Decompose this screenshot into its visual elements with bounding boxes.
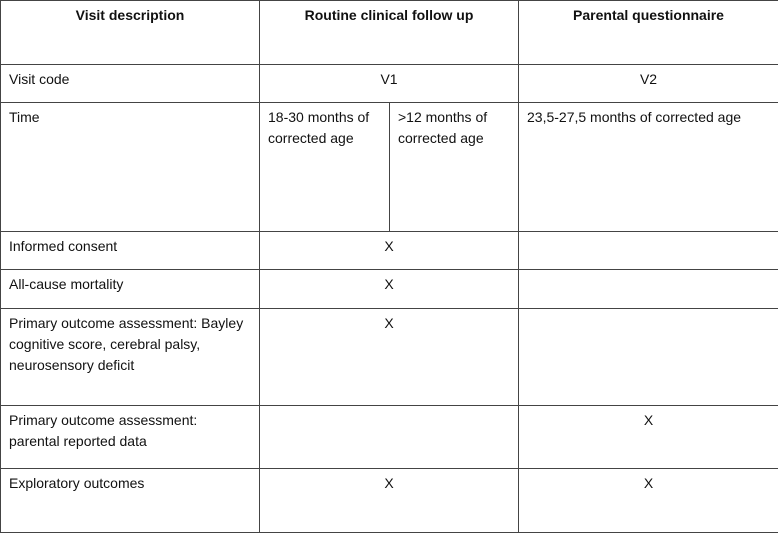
header-routine-clinical-follow-up: Routine clinical follow up	[260, 1, 519, 65]
cell-visit-code-v1: V1	[260, 65, 519, 103]
cell-consent-v1: X	[260, 232, 519, 270]
time-v1-minimum: >12 months of corrected age	[390, 103, 518, 231]
cell-primary1-v1: X	[260, 309, 519, 406]
cell-visit-code-v2: V2	[519, 65, 778, 103]
header-visit-description: Visit description	[1, 1, 260, 65]
cell-mortality-v2	[519, 270, 778, 309]
cell-consent-v2	[519, 232, 778, 270]
row-visit-code	[1, 65, 778, 103]
label-visit-code: Visit code	[1, 65, 260, 103]
row-exploratory-outcomes	[1, 469, 778, 533]
label-all-cause-mortality: All-cause mortality	[1, 270, 260, 309]
row-informed-consent	[1, 232, 778, 270]
cell-primary2-v2: X	[519, 406, 778, 469]
cell-mortality-v1: X	[260, 270, 519, 309]
row-primary-outcome-parental	[1, 406, 778, 469]
cell-exploratory-v1: X	[260, 469, 519, 533]
cell-time-v2: 23,5-27,5 months of corrected age	[519, 103, 778, 232]
label-informed-consent: Informed consent	[1, 232, 260, 270]
cell-exploratory-v2: X	[519, 469, 778, 533]
label-primary-outcome-bayley: Primary outcome assessment: Bayley cognitive score, cerebral palsy, neurosensory deficit	[1, 309, 260, 406]
cell-primary2-v1	[260, 406, 519, 469]
row-time	[1, 103, 778, 232]
cell-time-v1	[260, 103, 519, 232]
header-row	[1, 1, 778, 65]
row-primary-outcome-bayley	[1, 309, 778, 406]
time-v1-clinical: 18-30 months of corrected age	[260, 103, 390, 231]
label-time: Time	[1, 103, 260, 232]
label-exploratory-outcomes: Exploratory outcomes	[1, 469, 260, 533]
cell-primary1-v2	[519, 309, 778, 406]
header-parental-questionnaire: Parental questionnaire	[519, 1, 778, 65]
row-all-cause-mortality	[1, 270, 778, 309]
label-primary-outcome-parental: Primary outcome assessment: parental reported data	[1, 406, 260, 469]
